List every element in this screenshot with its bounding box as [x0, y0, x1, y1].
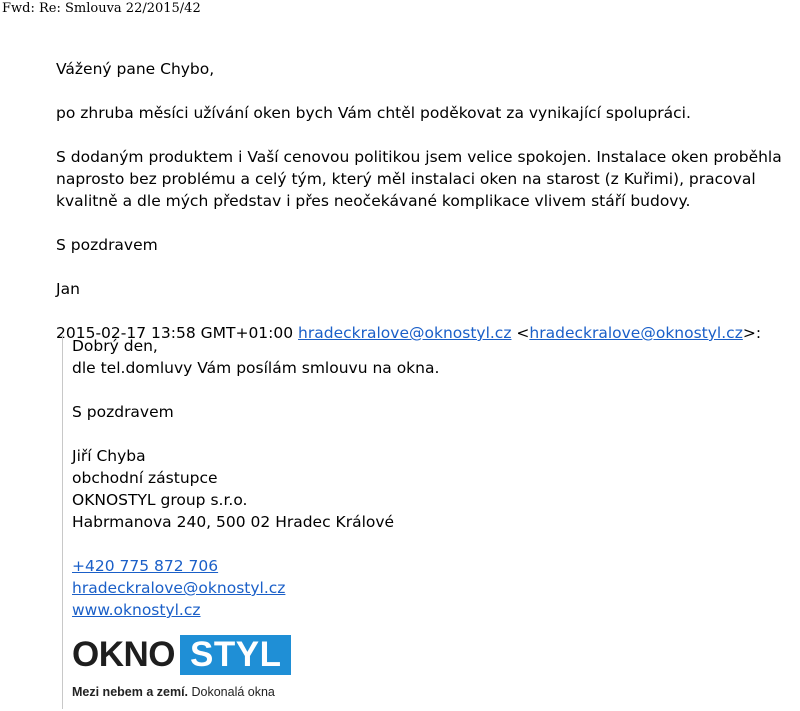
sender-address: Habrmanova 240, 500 02 Hradec Králové	[72, 513, 395, 531]
paragraph-2-line: S dodaným produktem i Vaší cenovou politikou jsem velice spokojen. Instalace oken proběhla	[56, 148, 782, 166]
quote-date: 2015-02-17 13:58 GMT+01:00	[56, 324, 294, 342]
lt-bracket: <	[516, 324, 530, 342]
tagline-rest: Dokonalá okna	[188, 685, 275, 699]
tagline-bold: Mezi nebem a zemí.	[72, 685, 189, 699]
gt-bracket: >:	[742, 324, 762, 342]
signature: Jan	[56, 280, 80, 298]
email-link[interactable]: hradeckralove@oknostyl.cz	[72, 579, 286, 597]
quoted-message	[62, 335, 672, 709]
logo-okno-text: OKNO	[72, 635, 175, 674]
sender-email-address-link[interactable]: hradeckralove@oknostyl.cz	[529, 324, 743, 342]
paragraph-2-line: kvalitně a dle mých představ i přes neočekávané komplikace vlivem stáří budovy.	[56, 192, 691, 210]
oknostyl-logo	[72, 635, 672, 675]
phone-link[interactable]: +420 775 872 706	[72, 557, 219, 575]
email-body	[56, 58, 782, 344]
email-subject: Fwd: Re: Smlouva 22/2015/42	[2, 1, 201, 16]
sender-name: Jiří Chyba	[72, 447, 146, 465]
sender-email-link[interactable]: hradeckralove@oknostyl.cz	[298, 324, 512, 342]
closing: S pozdravem	[56, 236, 158, 254]
logo-styl-text: STYL	[180, 635, 291, 675]
quoted-greeting: Dobrý den,	[72, 337, 158, 355]
sender-company: OKNOSTYL group s.r.o.	[72, 491, 248, 509]
paragraph-1: po zhruba měsíci užívání oken bych Vám chtěl poděkovat za vynikající spolupráci.	[56, 104, 691, 122]
paragraph-2-line: naprosto bez problému a celý tým, který měl instalaci oken na starost (z Kuřimi), pracoval	[56, 170, 756, 188]
sender-role: obchodní zástupce	[72, 469, 218, 487]
quoted-text: dle tel.domluvy Vám posílám smlouvu na okna.	[72, 359, 440, 377]
greeting: Vážený pane Chybo,	[56, 60, 215, 78]
quoted-closing: S pozdravem	[72, 403, 174, 421]
website-link[interactable]: www.oknostyl.cz	[72, 601, 201, 619]
logo-tagline	[72, 681, 672, 703]
paragraph-2	[56, 146, 782, 212]
